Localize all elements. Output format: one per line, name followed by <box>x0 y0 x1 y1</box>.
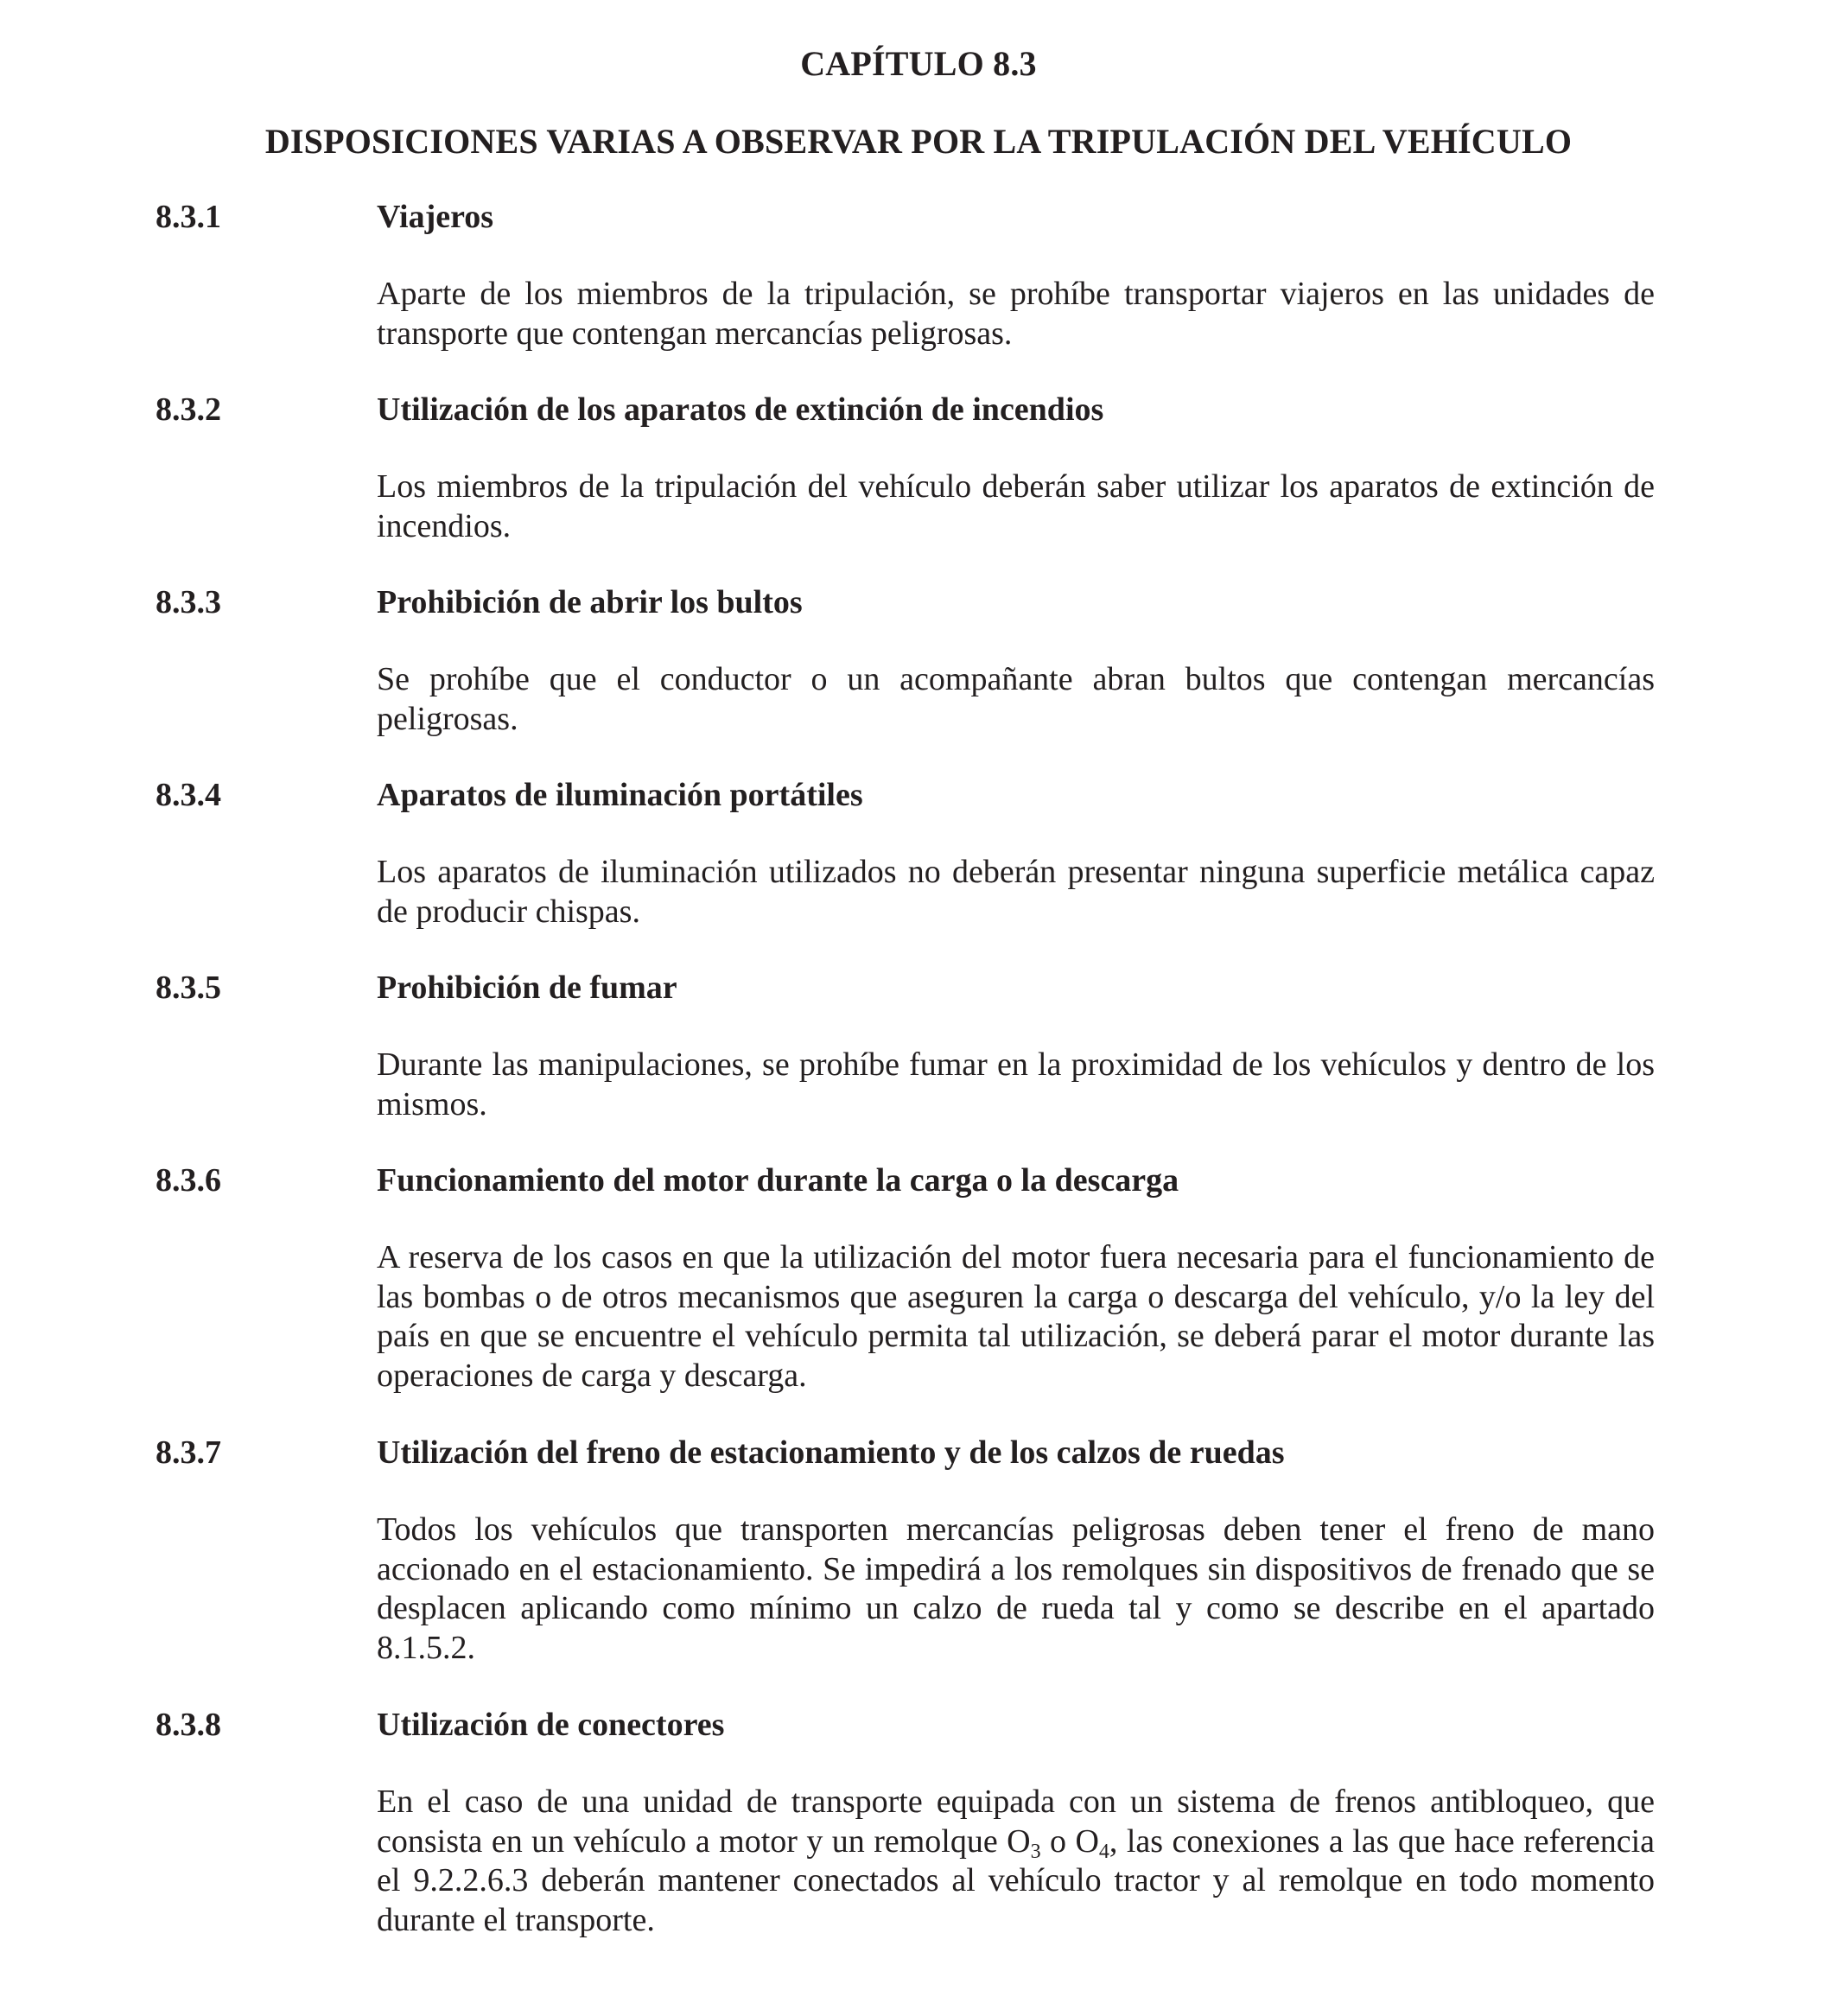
section-paragraph: Todos los vehículos que transporten mercancías peligrosas deben tener el freno de mano accionado en el estacionamiento. Se impedirá a los remolques sin dispositivos de frenado que se desplacen aplicando como mínimo un calzo de rueda tal y como se describe en el apartado 8.1.5.2. <box>377 1511 1655 1666</box>
paragraph-text: En el caso de una unidad de transporte equipada con un sistema de frenos antibloqueo, que consista en un vehículo a motor y un remolque O <box>377 1784 1655 1860</box>
section-heading: Aparatos de iluminación portátiles <box>377 777 863 813</box>
chapter-title: DISPOSICIONES VARIAS A OBSERVAR POR LA TRIPULACIÓN DEL VEHÍCULO <box>264 122 1573 161</box>
section-paragraph: Se prohíbe que el conductor o un acompañante abran bultos que contengan mercancías peligrosas. <box>377 661 1655 737</box>
section-heading: Utilización del freno de estacionamiento y de los calzos de ruedas <box>377 1434 1285 1471</box>
section-number: 8.3.1 <box>156 199 221 235</box>
section-heading: Funcionamiento del motor durante la carga o la descarga <box>377 1162 1179 1199</box>
section-number: 8.3.6 <box>156 1162 221 1199</box>
section-heading: Utilización de los aparatos de extinción de incendios <box>377 391 1104 428</box>
section-paragraph <box>377 1783 1655 1940</box>
subscript: 3 <box>1030 1840 1041 1863</box>
section-number: 8.3.5 <box>156 970 221 1006</box>
section-number: 8.3.7 <box>156 1434 221 1471</box>
subscript: 4 <box>1098 1840 1109 1863</box>
section-heading: Utilización de conectores <box>377 1707 725 1743</box>
section-number: 8.3.8 <box>156 1707 221 1743</box>
paragraph-text: o O <box>1040 1822 1099 1860</box>
section-heading: Viajeros <box>377 199 494 235</box>
section-heading: Prohibición de fumar <box>377 970 677 1006</box>
section-number: 8.3.4 <box>156 777 221 813</box>
section-paragraph: Aparte de los miembros de la tripulación, se prohíbe transportar viajeros en las unidades de transporte que contengan mercancías peligrosas. <box>377 276 1655 352</box>
section-paragraph: Durante las manipulaciones, se prohíbe fumar en la proximidad de los vehículos y dentro de los mismos. <box>377 1046 1655 1122</box>
section-heading: Prohibición de abrir los bultos <box>377 584 803 620</box>
paragraph-text: , las conexiones a las que hace referencia el 9.2.2.6.3 deberán mantener conectados al vehículo tractor y al remolque en todo momento durante el transporte. <box>377 1822 1655 1938</box>
section-number: 8.3.3 <box>156 584 221 620</box>
section-paragraph: Los miembros de la tripulación del vehículo deberán saber utilizar los aparatos de extinción de incendios. <box>377 468 1655 544</box>
section-number: 8.3.2 <box>156 391 221 428</box>
chapter-number: CAPÍTULO 8.3 <box>800 44 1037 83</box>
section-paragraph: Los aparatos de iluminación utilizados no deberán presentar ninguna superficie metálica capaz de producir chispas. <box>377 854 1655 930</box>
section-paragraph: A reserva de los casos en que la utilización del motor fuera necesaria para el funcionamiento de las bombas o de otros mecanismos que aseguren la carga o descarga del vehículo, y/o la ley del país en que se encuentre el vehículo permita tal utilización, se deberá parar el motor durante las operaciones de carga y descarga. <box>377 1239 1655 1394</box>
